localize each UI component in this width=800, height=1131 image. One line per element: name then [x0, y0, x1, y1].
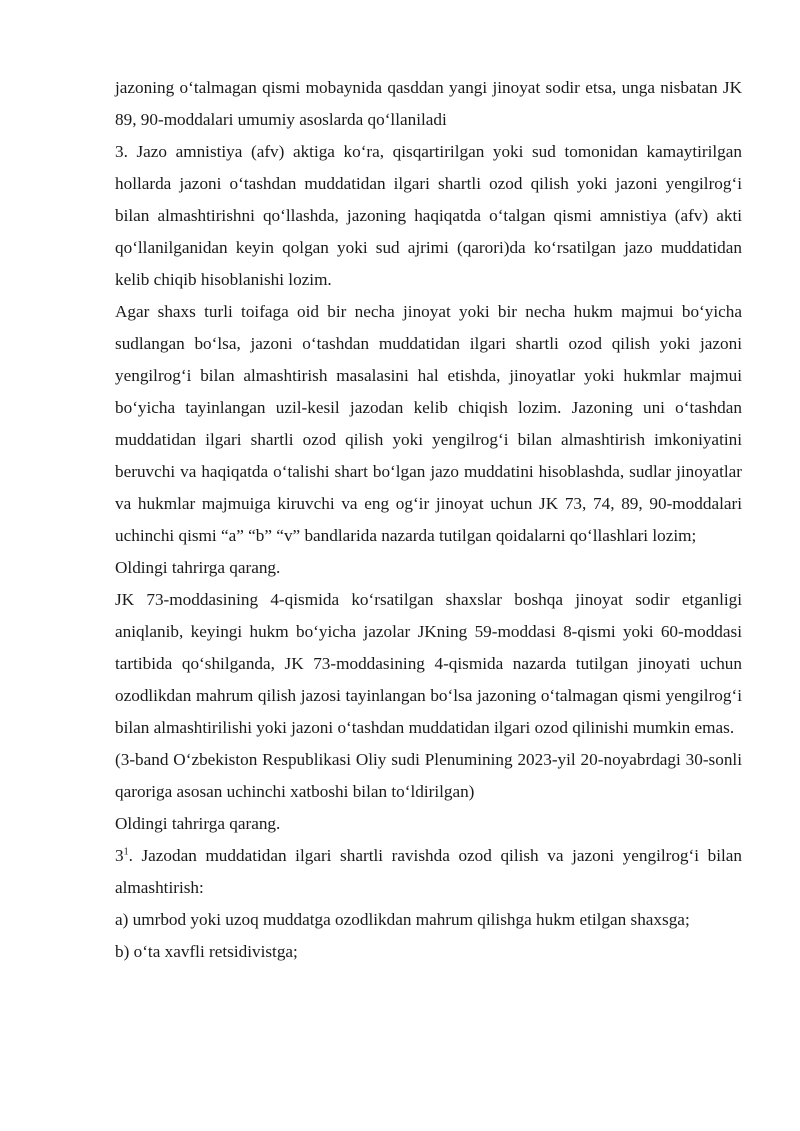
paragraph-point-3: 3. Jazo amnistiya (afv) aktiga koʻra, qisqartirilgan yoki sud tomonidan kamaytirilgan hollarda jazoni oʻtashdan muddatidan ilgari shartli ozod qilish yoki jazoni yengilrogʻi bilan almashtirishni qoʻllashda, jazoning haqiqatda oʻtalgan qismi amnistiya (afv) akti qoʻllanilganidan keyin qolgan yoki sud ajrimi (qarori)da koʻrsatilgan jazo muddatidan kelib chiqib hisoblanishi lozim.	[115, 142, 742, 289]
previous-edition-link[interactable]: Oldingi tahrirga qarang.	[115, 814, 281, 833]
amendment-note: (3-band Oʻzbekiston Respublikasi Oliy sudi Plenumining 2023-yil 20-noyabrdagi 30-sonli qaroriga asosan uchinchi xatboshi bilan toʻldirilgan)	[115, 750, 742, 801]
document-page	[115, 72, 742, 968]
list-item-a: a) umrbod yoki uzoq muddatga ozodlikdan mahrum qilishga hukm etilgan shaxsga;	[115, 910, 690, 929]
paragraph-continuation: jazoning oʻtalmagan qismi mobaynida qasddan yangi jinoyat sodir etsa, unga nisbatan JK 89, 90-moddalari umumiy asoslarda qoʻllaniladi	[115, 78, 742, 129]
section-3-1-heading	[115, 840, 742, 904]
paragraph-jk-73: JK 73-moddasining 4-qismida koʻrsatilgan shaxslar boshqa jinoyat sodir etganligi aniqlanib, keyingi hukm boʻyicha jazolar JKning 59-moddasi 8-qismi yoki 60-moddasi tartibida qoʻshilganda, JK 73-moddasining 4-qismida nazarda tutilgan jinoyati uchun ozodlikdan mahrum qilish jazosi tayinlangan boʻlsa jazoning oʻtalmagan qismi yengilrogʻi bilan almashtirilishi yoki jazoni oʻtashdan muddatidan ilgari ozod qilinishi mumkin emas.	[115, 590, 742, 737]
previous-edition-link[interactable]: Oldingi tahrirga qarang.	[115, 558, 281, 577]
section-text: . Jazodan muddatidan ilgari shartli ravishda ozod qilish va jazoni yengilrogʻi bilan almashtirish:	[115, 846, 742, 897]
section-superscript: 1	[123, 846, 129, 858]
list-item-b: b) oʻta xavfli retsidivistga;	[115, 942, 298, 961]
paragraph-multiple-crimes: Agar shaxs turli toifaga oid bir necha jinoyat yoki bir necha hukm majmui boʻyicha sudlangan boʻlsa, jazoni oʻtashdan muddatidan ilgari shartli ozod qilish yoki jazoni yengilrogʻi bilan almashtirish masalasini hal etishda, jinoyatlar yoki hukmlar majmui boʻyicha tayinlangan uzil-kesil jazodan kelib chiqish lozim. Jazoning uni oʻtashdan muddatidan ilgari shartli ozod qilish yoki yengilrogʻi bilan almashtirish imkoniyatini beruvchi va haqiqatda oʻtalishi shart boʻlgan jazo muddatini hisoblashda, sudlar jinoyatlar va hukmlar majmuiga kiruvchi va eng ogʻir jinoyat uchun JK 73, 74, 89, 90-moddalari uchinchi qismi “a” “b” “v” bandlarida nazarda tutilgan qoidalarni qoʻllashlari lozim;	[115, 302, 742, 545]
section-number: 3	[115, 846, 124, 865]
